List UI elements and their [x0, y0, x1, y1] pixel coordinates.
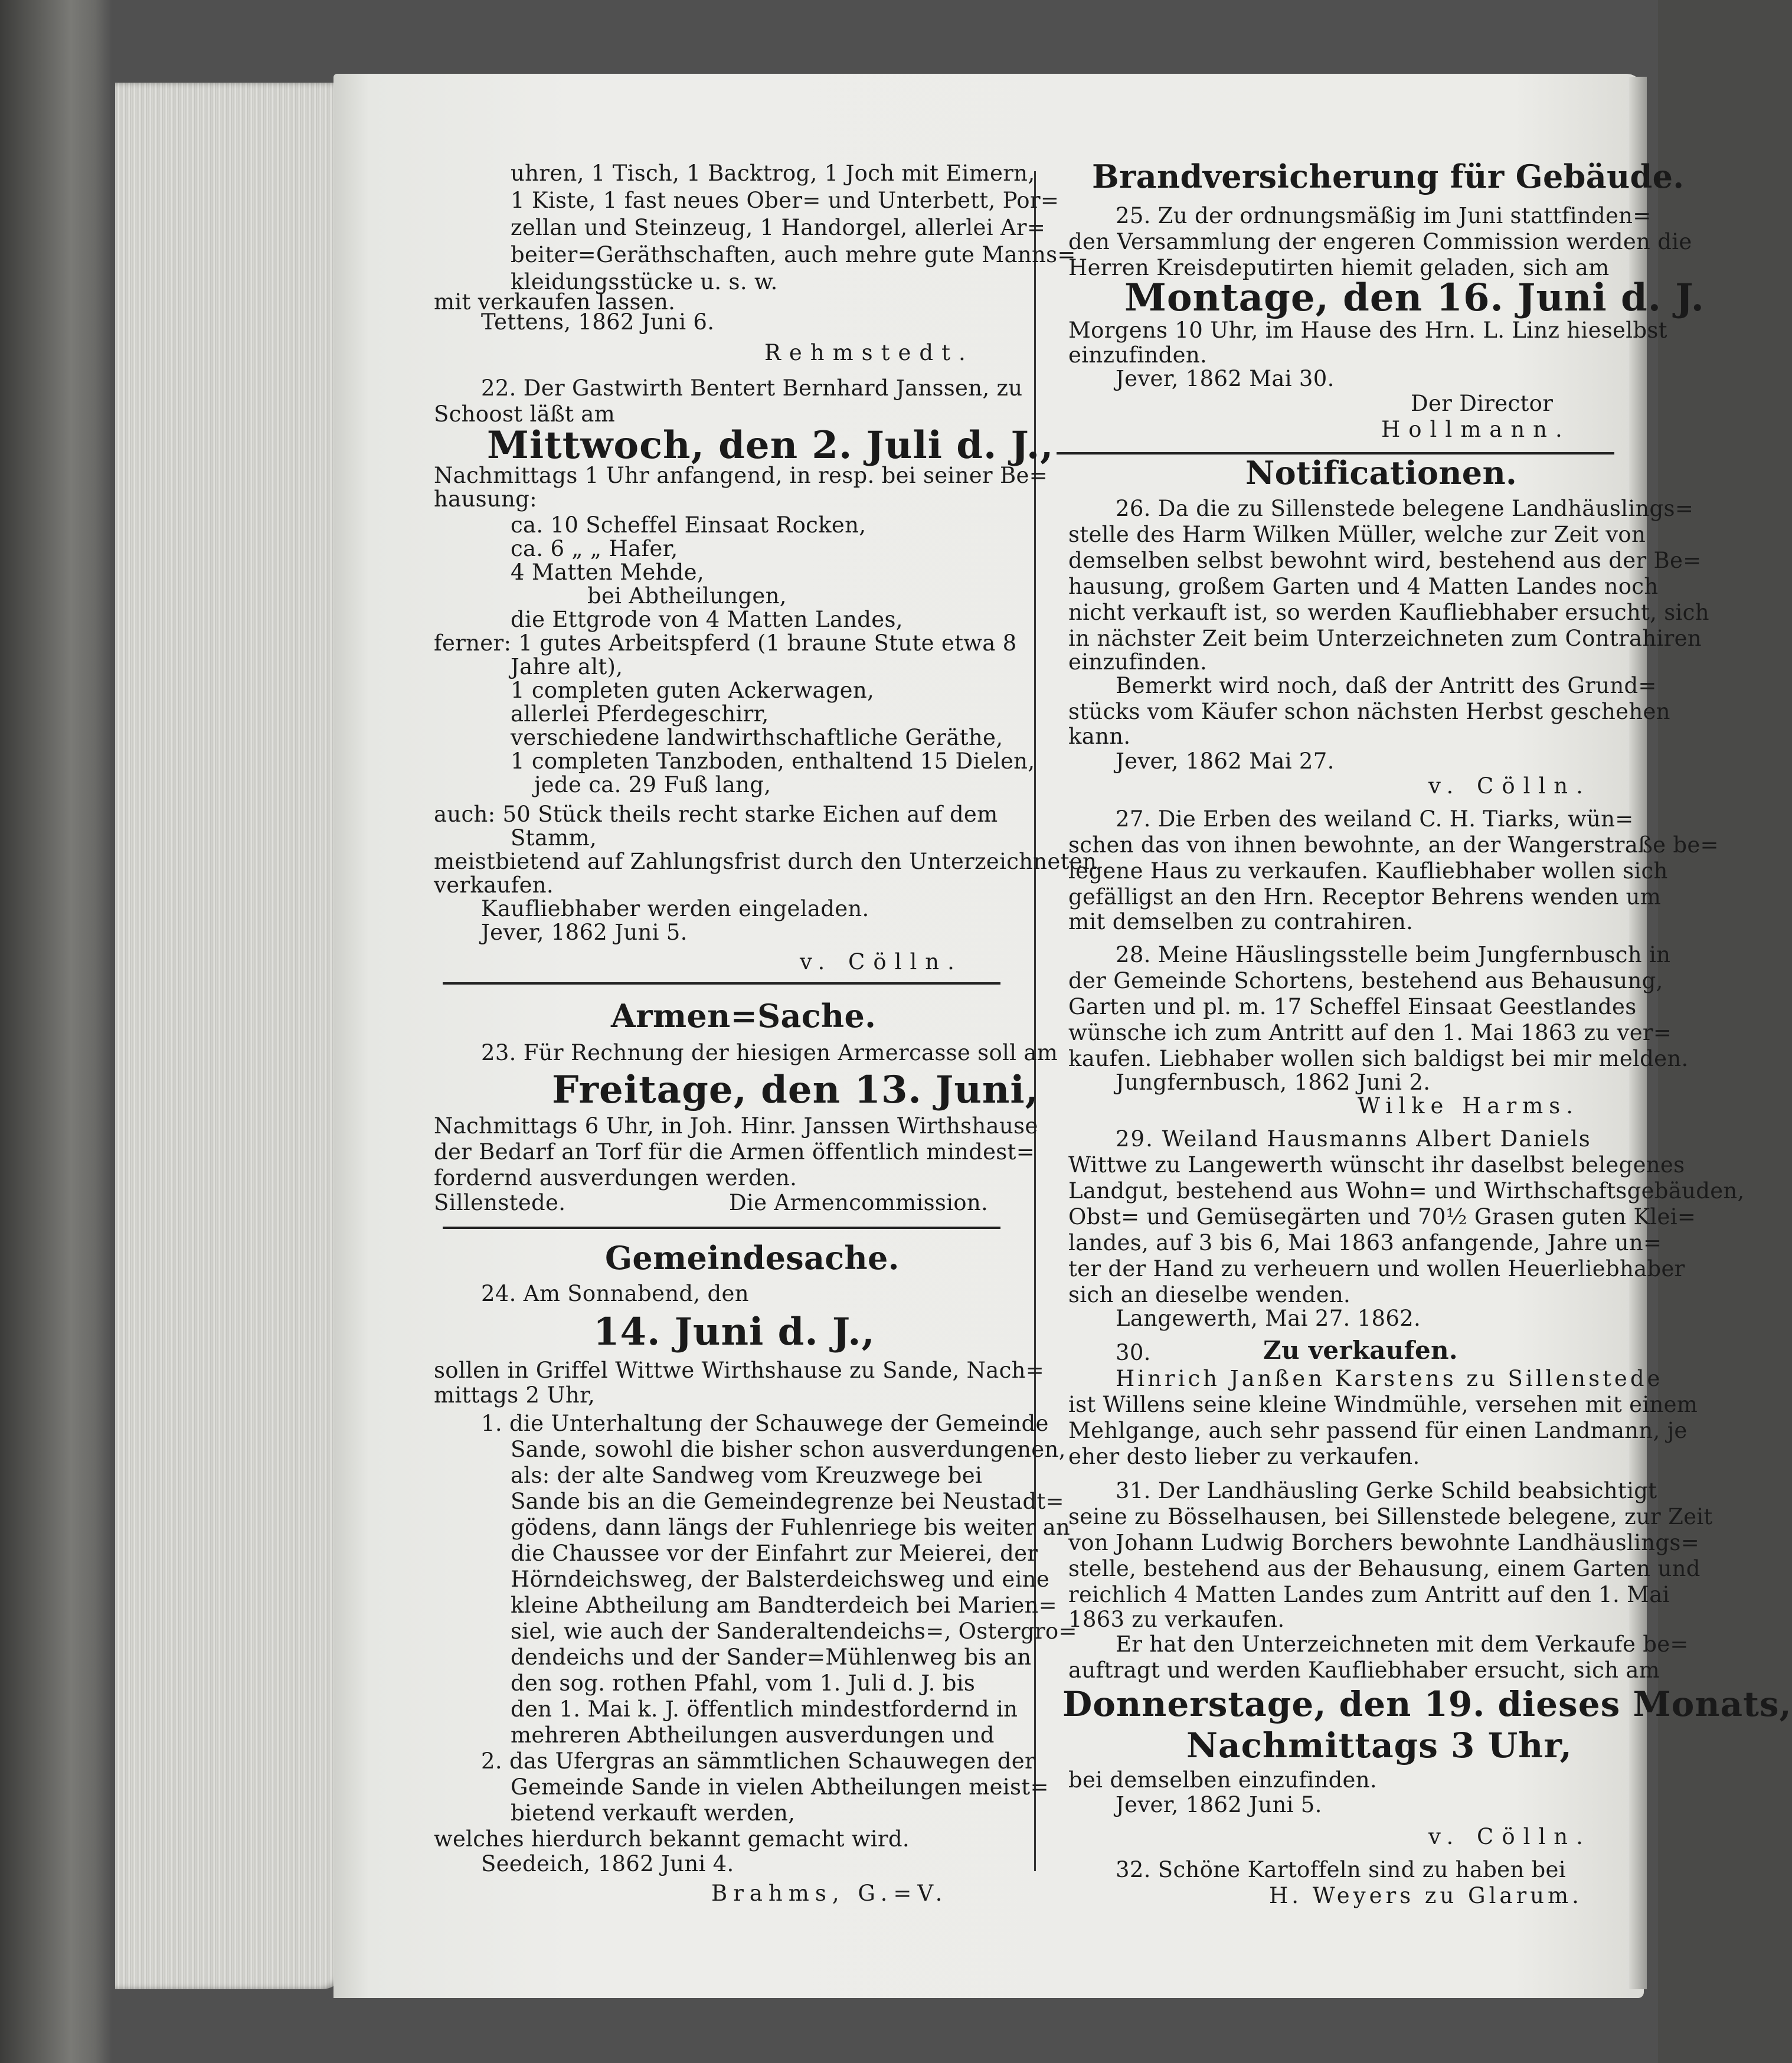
- signature: Rehmstedt.: [764, 340, 974, 365]
- text-line: Garten und pl. m. 17 Scheffel Einsaat Geestlandes: [1068, 994, 1637, 1019]
- list-item: Gemeinde Sande in vielen Abtheilungen meist=: [511, 1774, 1049, 1800]
- dateline: Jungfernbusch, 1862 Juni 2.: [1116, 1070, 1431, 1095]
- text-line: meistbietend auf Zahlungsfrist durch den Unterzeichneten: [434, 849, 1097, 874]
- notice-27-start: 27. Die Erben des weiland C. H. Tiarks, wün=: [1116, 806, 1634, 832]
- list-item: die Ettgrode von 4 Matten Landes,: [511, 607, 903, 632]
- text-line: stücks vom Käufer schon nächsten Herbst geschehen: [1068, 699, 1670, 724]
- text-line: Bemerkt wird noch, daß der Antritt des Grund=: [1116, 673, 1657, 698]
- list-item: ferner: 1 gutes Arbeitspferd (1 braune Stute etwa 8: [434, 630, 1017, 656]
- text-line: ist Willens seine kleine Windmühle, versehen mit einem: [1068, 1392, 1698, 1417]
- section-rule: [443, 1227, 1000, 1229]
- text-line: Kaufliebhaber werden eingeladen.: [481, 896, 869, 921]
- dateline: Seedeich, 1862 Juni 4.: [481, 1851, 734, 1876]
- dateline: Jever, 1862 Mai 27.: [1116, 748, 1335, 774]
- text-line: Hinrich Janßen Karstens zu Sillenstede: [1116, 1366, 1663, 1391]
- list-item: jede ca. 29 Fuß lang,: [534, 772, 771, 797]
- text-line: einzufinden.: [1068, 649, 1208, 675]
- text-line: landes, auf 3 bis 6, Mai 1863 anfangende, Jahre un=: [1068, 1230, 1662, 1256]
- list-item: die Chaussee vor der Einfahrt zur Meierei, der: [511, 1541, 1038, 1566]
- signature: Wilke Harms.: [1358, 1093, 1579, 1119]
- time-headline: Nachmittags 3 Uhr,: [1186, 1725, 1572, 1766]
- text-line: kleidungsstücke u. s. w.: [511, 269, 778, 295]
- date-headline: Mittwoch, den 2. Juli d. J.,: [487, 423, 1054, 467]
- notice-26-start: 26. Da die zu Sillenstede belegene Landhäuslings=: [1116, 496, 1694, 521]
- notice-24-start: 24. Am Sonnabend, den: [481, 1281, 749, 1306]
- text-line: bei demselben einzufinden.: [1068, 1767, 1377, 1793]
- text-line: auftragt und werden Kaufliebhaber ersucht, sich am: [1068, 1657, 1660, 1683]
- text-line: eher desto lieber zu verkaufen.: [1068, 1444, 1420, 1469]
- dateline: Langewerth, Mai 27. 1862.: [1116, 1306, 1421, 1331]
- section-heading: Brandversicherung für Gebäude.: [1092, 158, 1685, 195]
- list-item: als: der alte Sandweg vom Kreuzwege bei: [511, 1463, 983, 1488]
- signature: H. Weyers zu Glarum.: [1269, 1883, 1582, 1908]
- list-item: kleine Abtheilung am Bandterdeich bei Marien=: [511, 1593, 1057, 1618]
- text-line: welches hierdurch bekannt gemacht wird.: [434, 1826, 910, 1852]
- text-line: Herren Kreisdeputirten hiemit geladen, sich am: [1068, 255, 1610, 280]
- text-line: Landgut, bestehend aus Wohn= und Wirthschaftsgebäuden,: [1068, 1178, 1745, 1204]
- text-line: Schoost läßt am: [434, 401, 615, 427]
- text-line: mit demselben zu contrahiren.: [1068, 909, 1414, 934]
- text-line: kann.: [1068, 724, 1131, 749]
- notice-22-start: 22. Der Gastwirth Bentert Bernhard Janssen, zu: [481, 375, 1023, 401]
- list-item: 1 completen guten Ackerwagen,: [511, 678, 875, 703]
- text-line: hausung:: [434, 486, 537, 512]
- notice-32-start: 32. Schöne Kartoffeln sind zu haben bei: [1116, 1857, 1566, 1882]
- date-headline: Donnerstage, den 19. dieses Monats,: [1062, 1684, 1792, 1724]
- text-line: Nachmittags 1 Uhr anfangend, in resp. bei seiner Be=: [434, 463, 1048, 488]
- text-line: zellan und Steinzeug, 1 Handorgel, allerlei Ar=: [511, 215, 1046, 240]
- text-line: 1863 zu verkaufen.: [1068, 1607, 1285, 1632]
- list-item: 4 Matten Mehde,: [511, 560, 704, 585]
- list-item: den sog. rothen Pfahl, vom 1. Juli d. J. bis: [511, 1670, 976, 1696]
- text-line: uhren, 1 Tisch, 1 Backtrog, 1 Joch mit Eimern,: [511, 161, 1035, 186]
- text-line: in nächster Zeit beim Unterzeichneten zum Contrahiren: [1068, 626, 1702, 651]
- text-line: Morgens 10 Uhr, im Hause des Hrn. L. Linz hieselbst: [1068, 318, 1667, 343]
- text-line: wünsche ich zum Antritt auf den 1. Mai 1863 zu ver=: [1068, 1020, 1672, 1045]
- list-item: 1 completen Tanzboden, enthaltend 15 Dielen,: [511, 748, 1035, 774]
- text-line: mit verkaufen lassen.: [434, 289, 676, 315]
- text-line: verkaufen.: [434, 872, 554, 898]
- date-headline: 14. Juni d. J.,: [593, 1310, 875, 1354]
- list-item: 2. das Ufergras an sämmtlichen Schauwegen der: [481, 1748, 1035, 1774]
- signature-title: Der Director: [1411, 391, 1554, 416]
- list-item: Sande bis an die Gemeindegrenze bei Neustadt=: [511, 1489, 1064, 1514]
- text-line: stelle, bestehend aus der Behausung, einem Garten und: [1068, 1556, 1701, 1581]
- text-line: schen das von ihnen bewohnte, an der Wangerstraße be=: [1068, 832, 1719, 858]
- text-line: ter der Hand zu verheuern und wollen Heuerliebhaber: [1068, 1256, 1685, 1281]
- text-line: kaufen. Liebhaber wollen sich baldigst bei mir melden.: [1068, 1046, 1689, 1071]
- text-line: stelle des Harm Wilken Müller, welche zur Zeit von: [1068, 522, 1646, 547]
- list-item: 1. die Unterhaltung der Schauwege der Gemeinde: [481, 1411, 1049, 1436]
- dateline: Sillenstede.: [434, 1190, 566, 1215]
- section-heading: Gemeindesache.: [605, 1239, 900, 1277]
- signature: Hollmann.: [1381, 417, 1571, 442]
- section-heading: Notificationen.: [1245, 454, 1518, 492]
- text-line: reichlich 4 Matten Landes zum Antritt auf den 1. Mai: [1068, 1582, 1670, 1607]
- notice-25-start: 25. Zu der ordnungsmäßig im Juni stattfinden=: [1116, 203, 1652, 228]
- text-line: gefälligst an den Hrn. Receptor Behrens wenden um: [1068, 884, 1662, 910]
- text-line: Nachmittags 6 Uhr, in Joh. Hinr. Janssen Wirthshause: [434, 1113, 1038, 1139]
- signature: v. Cölln.: [800, 949, 963, 975]
- text-line: Wittwe zu Langewerth wünscht ihr daselbst belegenes: [1068, 1152, 1685, 1178]
- text-line: nicht verkauft ist, so werden Kaufliebhaber ersucht, sich: [1068, 600, 1709, 625]
- notice-28-start: 28. Meine Häuslingsstelle beim Jungfernbusch in: [1116, 942, 1671, 967]
- list-item: verschiedene landwirthschaftliche Geräthe,: [511, 725, 1003, 750]
- signature: v. Cölln.: [1428, 1824, 1591, 1849]
- text-line: legene Haus zu verkaufen. Kaufliebhaber wollen sich: [1068, 858, 1668, 884]
- dateline: Jever, 1862 Mai 30.: [1116, 366, 1335, 391]
- list-item: bei Abtheilungen,: [587, 583, 787, 609]
- dateline: Tettens, 1862 Juni 6.: [481, 309, 715, 335]
- text-line: 1 Kiste, 1 fast neues Ober= und Unterbett, Por=: [511, 188, 1059, 213]
- notice-number: 30.: [1116, 1340, 1151, 1365]
- text-line: den Versammlung der engeren Commission werden die: [1068, 229, 1692, 254]
- text-line: Er hat den Unterzeichneten mit dem Verkaufe be=: [1116, 1632, 1689, 1657]
- list-item: Sande, sowohl die bisher schon ausverdungenen,: [511, 1437, 1066, 1462]
- text-line: sich an dieselbe wenden.: [1068, 1282, 1351, 1307]
- text-line: hausung, großem Garten und 4 Matten Landes noch: [1068, 574, 1659, 599]
- dateline: Jever, 1862 Juni 5.: [1116, 1792, 1322, 1817]
- notice-23-start: 23. Für Rechnung der hiesigen Armercasse soll am: [481, 1040, 1058, 1065]
- text-line: demselben selbst bewohnt wird, bestehend aus der Be=: [1068, 548, 1702, 573]
- list-item: ca. 10 Scheffel Einsaat Rocken,: [511, 512, 866, 538]
- text-line: von Johann Ludwig Borchers bewohnte Landhäuslings=: [1068, 1530, 1699, 1555]
- text-line: der Bedarf an Torf für die Armen öffentlich mindest=: [434, 1139, 1035, 1165]
- signature: Brahms, G.=V.: [711, 1881, 949, 1906]
- list-item: bietend verkauft werden,: [511, 1800, 796, 1826]
- text-line: sollen in Griffel Wittwe Wirthshause zu Sande, Nach=: [434, 1358, 1045, 1383]
- notice-31-start: 31. Der Landhäusling Gerke Schild beabsichtigt: [1116, 1478, 1657, 1503]
- section-heading: Armen=Sache.: [611, 997, 877, 1035]
- text-line: Mehlgange, auch sehr passend für einen Landmann, je: [1068, 1418, 1688, 1443]
- text-line: fordernd ausverdungen werden.: [434, 1165, 797, 1191]
- text-line: mittags 2 Uhr,: [434, 1382, 596, 1408]
- list-item: dendeichs und der Sander=Mühlenweg bis an: [511, 1644, 1032, 1670]
- notice-29-start: 29. Weiland Hausmanns Albert Daniels: [1116, 1126, 1591, 1152]
- text-line: einzufinden.: [1068, 342, 1208, 368]
- list-item: mehreren Abtheilungen ausverdungen und: [511, 1722, 995, 1748]
- subheading: Zu verkaufen.: [1263, 1336, 1458, 1365]
- book-page-edges: [115, 83, 345, 1989]
- date-headline: Freitage, den 13. Juni,: [552, 1068, 1039, 1112]
- signature: v. Cölln.: [1428, 773, 1591, 799]
- list-item: Stamm,: [511, 825, 597, 851]
- text-line: Obst= und Gemüsegärten und 70½ Grasen guten Klei=: [1068, 1204, 1696, 1230]
- list-item: siel, wie auch der Sanderaltendeichs=, Ostergro=: [511, 1619, 1077, 1644]
- list-item: Jahre alt),: [511, 654, 623, 679]
- list-item: auch: 50 Stück theils recht starke Eichen auf dem: [434, 802, 998, 827]
- date-headline: Montage, den 16. Juni d. J.: [1124, 276, 1705, 320]
- list-item: ca. 6 „ „ Hafer,: [511, 536, 678, 561]
- signature: Die Armencommission.: [729, 1190, 989, 1215]
- list-item: Hörndeichsweg, der Balsterdeichsweg und eine: [511, 1567, 1050, 1592]
- text-line: der Gemeinde Schortens, bestehend aus Behausung,: [1068, 968, 1663, 993]
- text-line: seine zu Bösselhausen, bei Sillenstede belegene, zur Zeit: [1068, 1504, 1713, 1529]
- list-item: gödens, dann längs der Fuhlenriege bis weiter an: [511, 1515, 1071, 1540]
- list-item: den 1. Mai k. J. öffentlich mindestfordernd in: [511, 1696, 1018, 1722]
- section-rule: [443, 982, 1000, 985]
- text-line: beiter=Geräthschaften, auch mehre gute Manns=: [511, 242, 1076, 267]
- dateline: Jever, 1862 Juni 5.: [481, 920, 688, 945]
- list-item: allerlei Pferdegeschirr,: [511, 701, 769, 727]
